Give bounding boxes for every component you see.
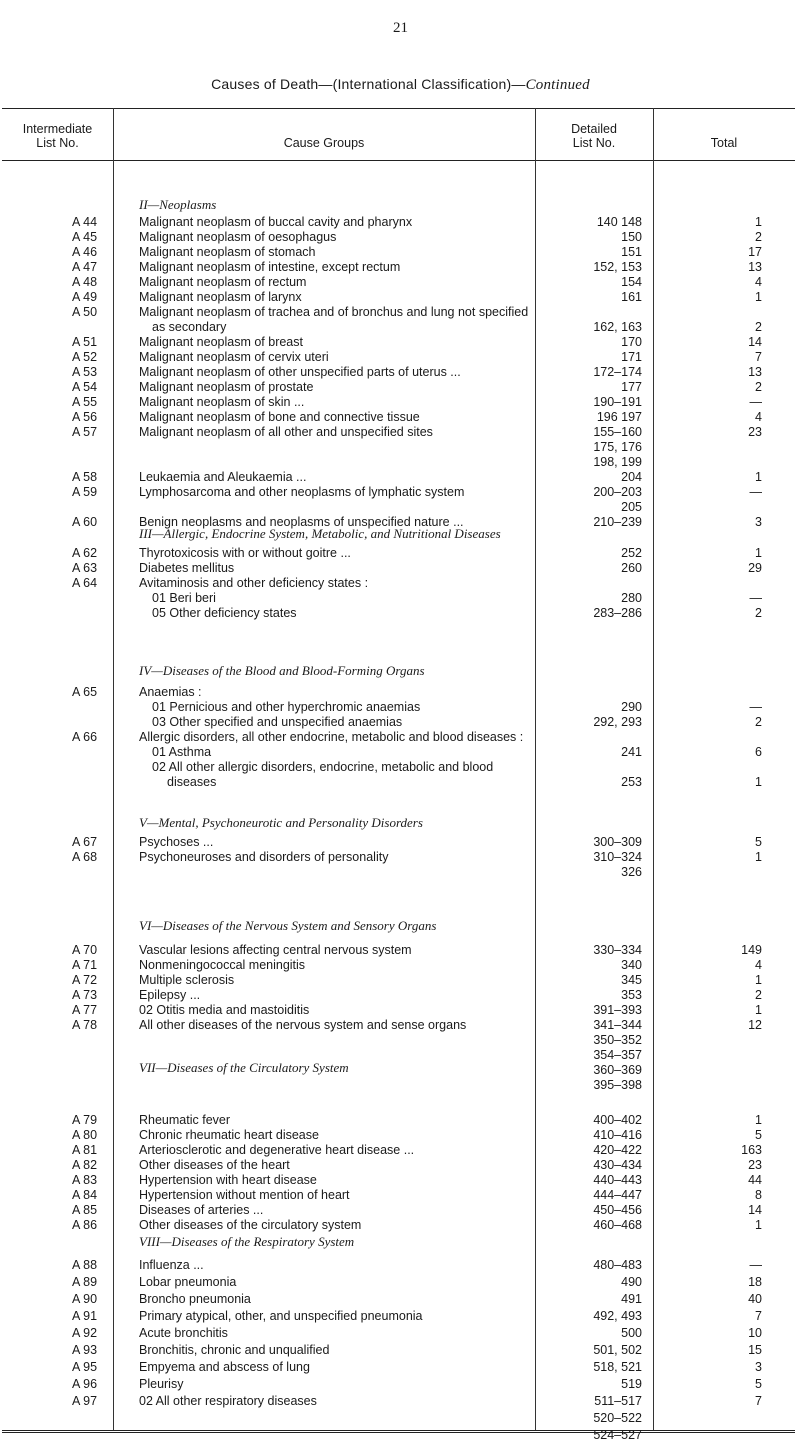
cause-group: Arteriosclerotic and degenerative heart disease ... xyxy=(139,1143,415,1157)
death-total: — xyxy=(749,1258,762,1272)
column-divider xyxy=(653,108,654,1430)
cause-group: Avitaminosis and other deficiency states : xyxy=(139,576,369,590)
intermediate-list-no: A 97 xyxy=(72,1394,98,1408)
detailed-list-no: 154 xyxy=(621,275,642,289)
detailed-list-no: 283–286 xyxy=(593,606,642,620)
detailed-list-no: 511–517 xyxy=(594,1394,642,1408)
death-total: 23 xyxy=(748,1158,762,1172)
detailed-list-no: 253 xyxy=(621,775,642,789)
detailed-list-no: 151 xyxy=(621,245,642,259)
death-total: 40 xyxy=(748,1292,762,1306)
cause-group: Benign neoplasms and neoplasms of unspecified nature ... xyxy=(139,515,464,529)
detailed-list-no: 491 xyxy=(621,1292,642,1306)
cause-group: Vascular lesions affecting central nervous system xyxy=(139,943,412,957)
detailed-list-no: 520–522 xyxy=(593,1411,642,1425)
detailed-list-no: 260 xyxy=(621,561,642,575)
header-cause-groups: Cause Groups xyxy=(283,136,365,150)
death-total: 12 xyxy=(748,1018,762,1032)
cause-group: Psychoses ... xyxy=(139,835,214,849)
detailed-list-no: 460–468 xyxy=(593,1218,642,1232)
cause-group: 02 All other respiratory diseases xyxy=(139,1394,317,1408)
intermediate-list-no: A 50 xyxy=(72,305,98,319)
cause-group: Malignant neoplasm of breast xyxy=(139,335,303,349)
death-total: 7 xyxy=(755,1309,762,1323)
intermediate-list-no: A 90 xyxy=(72,1292,98,1306)
detailed-list-no: 360–369 xyxy=(593,1063,642,1077)
heading-main: Causes of Death—(International Classification)— xyxy=(211,76,526,92)
header-intermediate-line1: Intermediate xyxy=(22,122,93,136)
death-total: 4 xyxy=(755,410,762,424)
detailed-list-no: 162, 163 xyxy=(593,320,642,334)
cause-group: Malignant neoplasm of prostate xyxy=(139,380,314,394)
cause-group: 02 All other allergic disorders, endocrine, metabolic and blood xyxy=(152,760,494,774)
intermediate-list-no: A 91 xyxy=(72,1309,98,1323)
detailed-list-no: 440–443 xyxy=(593,1173,642,1187)
intermediate-list-no: A 44 xyxy=(72,215,98,229)
cause-group: Epilepsy ... xyxy=(139,988,201,1002)
page-number: 21 xyxy=(393,20,408,36)
cause-group: 02 Otitis media and mastoiditis xyxy=(139,1003,310,1017)
detailed-list-no: 500 xyxy=(621,1326,642,1340)
death-total: 149 xyxy=(741,943,762,957)
header-total: Total xyxy=(710,136,738,150)
detailed-list-no: 350–352 xyxy=(593,1033,642,1047)
death-total: 1 xyxy=(755,546,762,560)
death-total: 1 xyxy=(755,470,762,484)
intermediate-list-no: A 49 xyxy=(72,290,98,304)
detailed-list-no: 492, 493 xyxy=(593,1309,642,1323)
cause-group: Diseases of arteries ... xyxy=(139,1203,264,1217)
cause-group: Pleurisy xyxy=(139,1377,184,1391)
intermediate-list-no: A 51 xyxy=(72,335,98,349)
intermediate-list-no: A 63 xyxy=(72,561,98,575)
death-total: 7 xyxy=(755,1394,762,1408)
detailed-list-no: 290 xyxy=(621,700,642,714)
cause-group: Multiple sclerosis xyxy=(139,973,235,987)
cause-group: Malignant neoplasm of trachea and of bronchus and lung not specified xyxy=(139,305,529,319)
cause-group: Rheumatic fever xyxy=(139,1113,231,1127)
detailed-list-no: 524–527 xyxy=(593,1428,642,1442)
cause-group: Hypertension with heart disease xyxy=(139,1173,317,1187)
cause-group: Malignant neoplasm of stomach xyxy=(139,245,316,259)
death-total: 29 xyxy=(748,561,762,575)
death-total: 2 xyxy=(755,715,762,729)
death-total: 14 xyxy=(748,335,762,349)
detailed-list-no: 501, 502 xyxy=(593,1343,642,1357)
death-total: 1 xyxy=(755,1113,762,1127)
cause-group: Hypertension without mention of heart xyxy=(139,1188,350,1202)
death-total: 163 xyxy=(741,1143,762,1157)
cause-group: 01 Beri beri xyxy=(152,591,216,605)
cause-group: Chronic rheumatic heart disease xyxy=(139,1128,319,1142)
death-total: 2 xyxy=(755,606,762,620)
death-total: 23 xyxy=(748,425,762,439)
cause-group: Malignant neoplasm of cervix uteri xyxy=(139,350,329,364)
intermediate-list-no: A 55 xyxy=(72,395,98,409)
detailed-list-no: 140 148 xyxy=(596,215,642,229)
detailed-list-no: 354–357 xyxy=(593,1048,642,1062)
intermediate-list-no: A 62 xyxy=(72,546,98,560)
intermediate-list-no: A 78 xyxy=(72,1018,98,1032)
cause-group: Malignant neoplasm of oesophagus xyxy=(139,230,337,244)
death-total: 18 xyxy=(748,1275,762,1289)
detailed-list-no: 150 xyxy=(621,230,642,244)
cause-group: Nonmeningococcal meningitis xyxy=(139,958,306,972)
death-total: 5 xyxy=(755,835,762,849)
intermediate-list-no: A 86 xyxy=(72,1218,98,1232)
detailed-list-no: 519 xyxy=(621,1377,642,1391)
detailed-list-no: 480–483 xyxy=(593,1258,642,1272)
detailed-list-no: 310–324 xyxy=(593,850,642,864)
cause-group: Acute bronchitis xyxy=(139,1326,228,1340)
cause-group: Primary atypical, other, and unspecified pneumonia xyxy=(139,1309,423,1323)
detailed-list-no: 155–160 xyxy=(593,425,642,439)
intermediate-list-no: A 93 xyxy=(72,1343,98,1357)
death-total: — xyxy=(749,591,762,605)
death-total: 4 xyxy=(755,958,762,972)
detailed-list-no: 152, 153 xyxy=(593,260,642,274)
detailed-list-no: 353 xyxy=(621,988,642,1002)
detailed-list-no: 518, 521 xyxy=(593,1360,642,1374)
death-total: — xyxy=(749,485,762,499)
death-total: 2 xyxy=(755,988,762,1002)
cause-group: 01 Asthma xyxy=(152,745,212,759)
cause-group: Broncho pneumonia xyxy=(139,1292,251,1306)
table-top-rule xyxy=(2,108,795,109)
section-heading: III—Allergic, Endocrine System, Metabolic, and Nutritional Diseases xyxy=(139,526,501,541)
death-total: 1 xyxy=(755,1218,762,1232)
detailed-list-no: 400–402 xyxy=(593,1113,642,1127)
cause-group: Lobar pneumonia xyxy=(139,1275,237,1289)
cause-group: 03 Other specified and unspecified anaemias xyxy=(152,715,403,729)
column-divider xyxy=(535,108,536,1430)
intermediate-list-no: A 48 xyxy=(72,275,98,289)
death-total: 3 xyxy=(755,1360,762,1374)
cause-group: Malignant neoplasm of larynx xyxy=(139,290,302,304)
header-detailed-list xyxy=(535,122,653,150)
cause-group: Empyema and abscess of lung xyxy=(139,1360,310,1374)
detailed-list-no: 241 xyxy=(621,745,642,759)
cause-group: Lymphosarcoma and other neoplasms of lymphatic system xyxy=(139,485,465,499)
death-total: 44 xyxy=(748,1173,762,1187)
section-heading: II—Neoplasms xyxy=(139,197,217,212)
intermediate-list-no: A 79 xyxy=(72,1113,98,1127)
intermediate-list-no: A 72 xyxy=(72,973,98,987)
death-total: 17 xyxy=(748,245,762,259)
cause-group: Malignant neoplasm of intestine, except rectum xyxy=(139,260,401,274)
intermediate-list-no: A 53 xyxy=(72,365,98,379)
detailed-list-no: 175, 176 xyxy=(593,440,642,454)
detailed-list-no: 292, 293 xyxy=(593,715,642,729)
cause-group: diseases xyxy=(167,775,217,789)
cause-group: 01 Pernicious and other hyperchromic anaemias xyxy=(152,700,421,714)
page-heading xyxy=(0,76,801,94)
column-divider xyxy=(113,108,114,1430)
causes-of-death-table xyxy=(2,108,795,1442)
intermediate-list-no: A 92 xyxy=(72,1326,98,1340)
death-total: 14 xyxy=(748,1203,762,1217)
cause-group: Malignant neoplasm of rectum xyxy=(139,275,307,289)
detailed-list-no: 410–416 xyxy=(593,1128,642,1142)
table-bottom-rule xyxy=(2,1430,795,1433)
death-total: 7 xyxy=(755,350,762,364)
detailed-list-no: 210–239 xyxy=(593,515,642,529)
detailed-list-no: 420–422 xyxy=(593,1143,642,1157)
detailed-list-no: 280 xyxy=(621,591,642,605)
heading-continued: Continued xyxy=(525,77,590,93)
intermediate-list-no: A 47 xyxy=(72,260,98,274)
intermediate-list-no: A 65 xyxy=(72,685,98,699)
cause-group: Psychoneuroses and disorders of personality xyxy=(139,850,389,864)
cause-group: Malignant neoplasm of buccal cavity and pharynx xyxy=(139,215,413,229)
section-heading: VI—Diseases of the Nervous System and Sensory Organs xyxy=(139,918,437,933)
death-total: 1 xyxy=(755,215,762,229)
detailed-list-no: 395–398 xyxy=(593,1078,642,1092)
detailed-list-no: 177 xyxy=(621,380,642,394)
section-heading: IV—Diseases of the Blood and Blood-Forming Organs xyxy=(139,663,425,678)
cause-group: Anaemias : xyxy=(139,685,202,699)
header-intermediate-list xyxy=(2,122,113,150)
detailed-list-no: 190–191 xyxy=(593,395,642,409)
death-total: 2 xyxy=(755,320,762,334)
intermediate-list-no: A 96 xyxy=(72,1377,98,1391)
cause-group: Malignant neoplasm of bone and connective tissue xyxy=(139,410,420,424)
intermediate-list-no: A 46 xyxy=(72,245,98,259)
intermediate-list-no: A 59 xyxy=(72,485,98,499)
header-rule xyxy=(2,160,795,161)
intermediate-list-no: A 95 xyxy=(72,1360,98,1374)
death-total: 1 xyxy=(755,775,762,789)
intermediate-list-no: A 83 xyxy=(72,1173,98,1187)
intermediate-list-no: A 56 xyxy=(72,410,98,424)
cause-group: Malignant neoplasm of all other and unspecified sites xyxy=(139,425,433,439)
intermediate-list-no: A 71 xyxy=(72,958,98,972)
death-total: 2 xyxy=(755,380,762,394)
death-total: 2 xyxy=(755,230,762,244)
detailed-list-no: 341–344 xyxy=(593,1018,642,1032)
cause-group: Bronchitis, chronic and unqualified xyxy=(139,1343,330,1357)
death-total: 1 xyxy=(755,1003,762,1017)
cause-group: All other diseases of the nervous system and sense organs xyxy=(139,1018,467,1032)
intermediate-list-no: A 66 xyxy=(72,730,98,744)
intermediate-list-no: A 89 xyxy=(72,1275,98,1289)
cause-group: 05 Other deficiency states xyxy=(152,606,297,620)
header-detailed-line2: List No. xyxy=(572,136,616,150)
death-total: 1 xyxy=(755,850,762,864)
death-total: 6 xyxy=(755,745,762,759)
cause-group: Malignant neoplasm of other unspecified parts of uterus ... xyxy=(139,365,461,379)
death-total: 10 xyxy=(748,1326,762,1340)
death-total: 13 xyxy=(748,260,762,274)
detailed-list-no: 200–203 xyxy=(593,485,642,499)
detailed-list-no: 490 xyxy=(621,1275,642,1289)
detailed-list-no: 391–393 xyxy=(593,1003,642,1017)
death-total: — xyxy=(749,395,762,409)
intermediate-list-no: A 73 xyxy=(72,988,98,1002)
detailed-list-no: 300–309 xyxy=(593,835,642,849)
detailed-list-no: 205 xyxy=(621,500,642,514)
cause-group: Malignant neoplasm of skin ... xyxy=(139,395,305,409)
intermediate-list-no: A 81 xyxy=(72,1143,98,1157)
intermediate-list-no: A 88 xyxy=(72,1258,98,1272)
intermediate-list-no: A 54 xyxy=(72,380,98,394)
header-detailed-line1: Detailed xyxy=(571,122,617,136)
cause-group: Leukaemia and Aleukaemia ... xyxy=(139,470,307,484)
death-total: 3 xyxy=(755,515,762,529)
detailed-list-no: 171 xyxy=(621,350,642,364)
detailed-list-no: 340 xyxy=(621,958,642,972)
intermediate-list-no: A 57 xyxy=(72,425,98,439)
detailed-list-no: 196 197 xyxy=(596,410,642,424)
detailed-list-no: 252 xyxy=(621,546,642,560)
intermediate-list-no: A 77 xyxy=(72,1003,98,1017)
detailed-list-no: 345 xyxy=(621,973,642,987)
cause-group: Allergic disorders, all other endocrine, metabolic and blood diseases : xyxy=(139,730,524,744)
intermediate-list-no: A 68 xyxy=(72,850,98,864)
intermediate-list-no: A 70 xyxy=(72,943,98,957)
intermediate-list-no: A 67 xyxy=(72,835,98,849)
cause-group: Other diseases of the circulatory system xyxy=(139,1218,362,1232)
header-intermediate-line2: List No. xyxy=(36,136,79,150)
section-heading: VIII—Diseases of the Respiratory System xyxy=(139,1234,355,1249)
intermediate-list-no: A 85 xyxy=(72,1203,98,1217)
death-total: 5 xyxy=(755,1377,762,1391)
intermediate-list-no: A 84 xyxy=(72,1188,98,1202)
cause-group: Thyrotoxicosis with or without goitre ... xyxy=(139,546,351,560)
detailed-list-no: 430–434 xyxy=(593,1158,642,1172)
section-heading: VII—Diseases of the Circulatory System xyxy=(139,1060,349,1075)
intermediate-list-no: A 60 xyxy=(72,515,98,529)
death-total: 1 xyxy=(755,973,762,987)
detailed-list-no: 198, 199 xyxy=(593,455,642,469)
detailed-list-no: 170 xyxy=(621,335,642,349)
cause-group: as secondary xyxy=(152,320,227,334)
detailed-list-no: 330–334 xyxy=(593,943,642,957)
detailed-list-no: 326 xyxy=(621,865,642,879)
cause-group: Diabetes mellitus xyxy=(139,561,235,575)
detailed-list-no: 450–456 xyxy=(593,1203,642,1217)
intermediate-list-no: A 45 xyxy=(72,230,98,244)
death-total: — xyxy=(749,700,762,714)
cause-group: Other diseases of the heart xyxy=(139,1158,290,1172)
detailed-list-no: 172–174 xyxy=(593,365,642,379)
intermediate-list-no: A 80 xyxy=(72,1128,98,1142)
intermediate-list-no: A 64 xyxy=(72,576,98,590)
death-total: 13 xyxy=(748,365,762,379)
intermediate-list-no: A 82 xyxy=(72,1158,98,1172)
detailed-list-no: 161 xyxy=(621,290,642,304)
cause-group: Influenza ... xyxy=(139,1258,204,1272)
death-total: 1 xyxy=(755,290,762,304)
intermediate-list-no: A 58 xyxy=(72,470,98,484)
death-total: 5 xyxy=(755,1128,762,1142)
detailed-list-no: 204 xyxy=(621,470,642,484)
death-total: 15 xyxy=(748,1343,762,1357)
death-total: 4 xyxy=(755,275,762,289)
section-heading: V—Mental, Psychoneurotic and Personality Disorders xyxy=(139,815,423,830)
detailed-list-no: 444–447 xyxy=(593,1188,642,1202)
death-total: 8 xyxy=(755,1188,762,1202)
intermediate-list-no: A 52 xyxy=(72,350,98,364)
